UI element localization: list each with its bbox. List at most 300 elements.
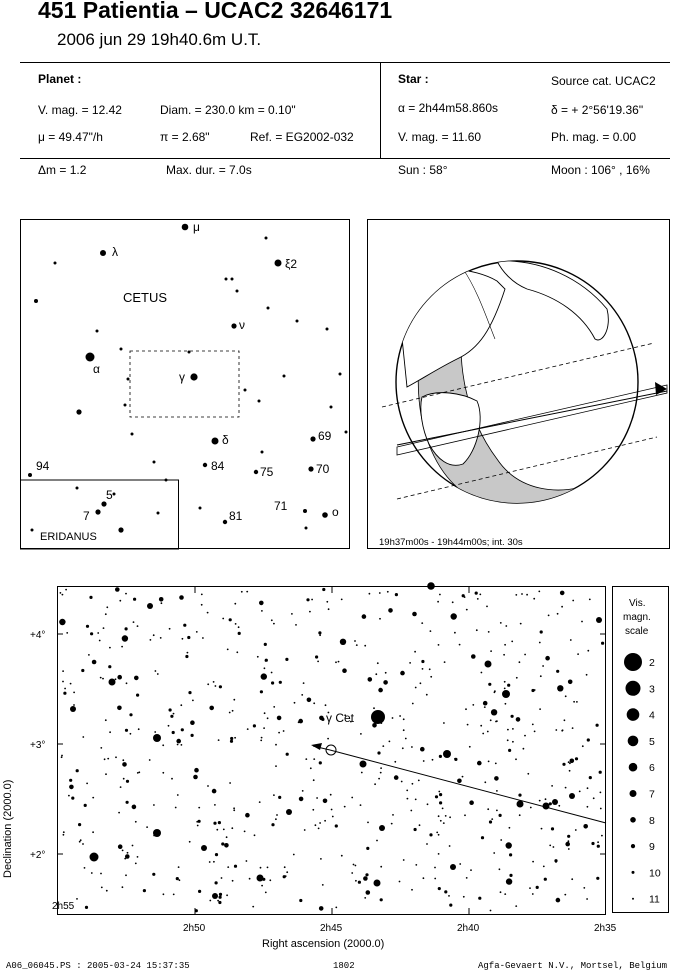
field-star-571 — [573, 701, 575, 703]
field-star-180 — [488, 631, 490, 633]
field-star-214 — [561, 606, 563, 608]
field-star-160 — [493, 852, 495, 854]
field-star-614 — [512, 741, 514, 743]
field-star-382 — [575, 829, 577, 831]
field-star-193 — [508, 749, 511, 752]
field-star-204 — [399, 715, 401, 717]
field-star-231 — [454, 758, 457, 761]
field-star-491 — [213, 681, 215, 683]
field-star-403 — [286, 753, 289, 756]
field-star-276 — [171, 778, 173, 780]
field-star-163 — [264, 712, 266, 714]
finder-star-12 — [303, 509, 307, 513]
field-star-17 — [276, 814, 278, 816]
field-star-434 — [451, 613, 457, 619]
field-star-336 — [487, 731, 489, 733]
planet-diam: Diam. = 230.0 km = 0.10" — [160, 103, 296, 117]
field-star-456 — [322, 588, 325, 591]
bright-star-17 — [379, 825, 385, 831]
field-star-496 — [491, 709, 497, 715]
bright-star-9 — [450, 864, 456, 870]
sun-altitude: Sun : 58° — [398, 163, 448, 177]
field-star-363 — [125, 729, 128, 732]
field-star-40 — [380, 866, 382, 868]
finder-star-13 — [322, 512, 328, 518]
field-star-469 — [179, 879, 181, 881]
field-star-109 — [132, 845, 134, 847]
field-star-110 — [420, 747, 425, 752]
field-star-375 — [215, 881, 218, 884]
field-star-112 — [122, 635, 128, 641]
field-star-303 — [207, 785, 209, 787]
field-star-543 — [130, 733, 132, 735]
field-star-349 — [562, 729, 564, 731]
field-star-593 — [378, 778, 380, 780]
field-star-311 — [471, 654, 476, 659]
field-star-348 — [267, 867, 269, 869]
field-star-91 — [81, 669, 84, 672]
field-star-613 — [439, 793, 442, 796]
field-star-207 — [405, 738, 407, 740]
label-gamma: γ — [179, 370, 185, 384]
field-star-380 — [505, 703, 507, 705]
field-star-92 — [330, 794, 332, 796]
field-star-505 — [129, 713, 132, 716]
field-star-458 — [439, 801, 442, 804]
finder-star-47 — [31, 529, 34, 532]
field-star-12 — [587, 738, 590, 741]
field-star-468 — [507, 729, 509, 731]
field-star-423 — [369, 593, 371, 595]
field-star-471 — [71, 797, 74, 800]
field-star-210 — [466, 609, 468, 611]
field-star-429 — [507, 684, 510, 687]
field-star-464 — [427, 803, 429, 805]
field-star-246 — [115, 756, 117, 758]
field-star-329 — [278, 796, 281, 799]
field-star-282 — [478, 897, 481, 900]
field-star-560 — [411, 889, 413, 891]
field-star-553 — [391, 823, 393, 825]
field-star-42 — [410, 810, 412, 812]
constellation-cetus: CETUS — [123, 290, 168, 305]
field-star-83 — [553, 846, 555, 848]
field-star-213 — [257, 656, 259, 658]
field-star-480 — [309, 611, 311, 613]
delta-mag: Δm = 1.2 — [38, 163, 87, 177]
label-mu: μ — [193, 220, 200, 234]
bright-star-3 — [153, 829, 161, 837]
field-star-472 — [260, 867, 262, 869]
finder-star-4 — [86, 353, 95, 362]
field-star-28 — [551, 785, 553, 787]
field-star-343 — [355, 880, 357, 882]
field-star-387 — [496, 790, 498, 792]
scale-label-5: 5 — [649, 735, 655, 748]
field-star-439 — [354, 640, 356, 642]
field-star-123 — [213, 861, 215, 863]
field-star-69 — [565, 787, 567, 789]
bright-star-11 — [70, 706, 76, 712]
field-star-609 — [86, 625, 89, 628]
field-star-352 — [380, 898, 383, 901]
finder-frame — [21, 220, 350, 549]
field-star-9 — [532, 724, 534, 726]
event-datetime: 2006 jun 29 19h40.6m U.T. — [57, 30, 262, 49]
field-star-130 — [229, 712, 231, 714]
field-star-205 — [544, 878, 547, 881]
table-bottom-rule — [20, 158, 670, 159]
field-star-389 — [436, 832, 438, 834]
field-star-289 — [469, 800, 474, 805]
field-star-200 — [539, 800, 541, 802]
label-81: 81 — [229, 509, 243, 523]
field-star-494 — [261, 885, 263, 887]
finder-star-25 — [267, 307, 270, 310]
field-star-517 — [534, 689, 536, 691]
field-star-339 — [335, 661, 337, 663]
field-star-532 — [534, 731, 536, 733]
field-star-344 — [443, 722, 445, 724]
field-star-21 — [62, 681, 64, 683]
field-star-149 — [516, 677, 518, 679]
field-star-88 — [192, 700, 194, 702]
field-star-426 — [162, 744, 164, 746]
field-star-528 — [475, 592, 478, 595]
finder-star-38 — [157, 512, 160, 515]
field-star-65 — [327, 738, 329, 740]
field-star-248 — [91, 872, 93, 874]
field-star-324 — [507, 739, 509, 741]
field-star-430 — [133, 598, 136, 601]
field-star-519 — [466, 877, 468, 879]
field-star-115 — [591, 842, 594, 845]
bright-star-4 — [109, 679, 116, 686]
finder-star-42 — [96, 330, 99, 333]
field-star-316 — [119, 600, 121, 602]
field-star-16 — [379, 618, 381, 620]
field-star-538 — [463, 896, 465, 898]
bright-star-19 — [201, 845, 207, 851]
field-star-194 — [64, 688, 66, 690]
field-star-15 — [519, 814, 521, 816]
field-star-293 — [244, 831, 246, 833]
field-star-158 — [385, 672, 387, 674]
field-star-361 — [351, 872, 353, 874]
field-star-234 — [326, 601, 328, 603]
field-star-399 — [586, 674, 588, 676]
field-star-369 — [373, 707, 375, 709]
field-star-463 — [438, 834, 440, 836]
field-star-43 — [323, 799, 328, 804]
field-star-271 — [275, 765, 277, 767]
field-star-300 — [586, 898, 588, 900]
finder-star-30 — [345, 431, 348, 434]
field-star-393 — [312, 809, 314, 811]
field-star-215 — [520, 623, 522, 625]
field-star-417 — [68, 795, 70, 797]
field-star-154 — [170, 715, 173, 718]
field-star-111 — [311, 599, 313, 601]
field-star-527 — [435, 795, 438, 798]
footer-file: A06_06045.PS : 2005-03-24 15:37:35 — [6, 961, 190, 971]
field-star-135 — [483, 701, 488, 706]
finder-star-2 — [275, 260, 282, 267]
field-star-598 — [265, 892, 267, 894]
field-star-99 — [564, 719, 566, 721]
field-star-232 — [429, 833, 432, 836]
field-star-47 — [264, 667, 266, 669]
star-phmag: Ph. mag. = 0.00 — [551, 130, 637, 144]
label-xi2: ξ2 — [285, 257, 298, 271]
field-star-222 — [539, 708, 541, 710]
finder-star-1 — [100, 250, 106, 256]
field-star-416 — [82, 843, 84, 845]
field-star-141 — [319, 634, 321, 636]
field-star-94 — [406, 790, 408, 792]
field-star-577 — [569, 770, 571, 772]
field-star-531 — [126, 682, 128, 684]
field-star-562 — [570, 759, 575, 764]
field-star-545 — [187, 636, 190, 639]
occultation-globe — [367, 219, 670, 550]
field-star-223 — [105, 613, 107, 615]
field-star-298 — [545, 798, 547, 800]
field-star-259 — [125, 593, 127, 595]
bright-star-15 — [596, 617, 602, 623]
field-star-504 — [295, 624, 297, 626]
field-star-221 — [477, 761, 482, 766]
field-star-49 — [439, 755, 442, 758]
field-star-167 — [73, 704, 75, 706]
finder-star-40 — [244, 389, 247, 392]
field-star-351 — [261, 610, 263, 612]
scale-dot-11 — [632, 898, 634, 900]
scale-label-11: 11 — [649, 893, 660, 906]
finder-star-10 — [203, 463, 207, 467]
field-star-283 — [409, 662, 411, 664]
field-star-364 — [218, 821, 221, 824]
field-star-551 — [117, 675, 122, 680]
field-star-575 — [540, 630, 543, 633]
field-star-525 — [134, 676, 139, 681]
field-star-441 — [118, 812, 120, 814]
field-star-81 — [575, 757, 578, 760]
field-star-323 — [88, 654, 90, 656]
moon-info: Moon : 106° , 16% — [551, 163, 650, 177]
field-star-251 — [434, 878, 436, 880]
field-star-170 — [286, 871, 288, 873]
field-star-301 — [551, 827, 554, 830]
field-star-554 — [115, 587, 120, 592]
field-star-582 — [85, 906, 88, 909]
field-star-594 — [70, 683, 72, 685]
field-star-153 — [265, 660, 267, 662]
field-star-490 — [62, 594, 64, 596]
field-star-475 — [201, 594, 203, 596]
field-star-226 — [457, 779, 462, 784]
field-star-547 — [84, 867, 86, 869]
field-star-189 — [401, 781, 403, 783]
field-star-228 — [179, 595, 184, 600]
field-star-156 — [438, 887, 441, 890]
field-star-413 — [356, 644, 358, 646]
field-star-548 — [299, 899, 302, 902]
field-star-563 — [218, 901, 221, 904]
field-star-377 — [209, 900, 211, 902]
field-star-406 — [306, 598, 309, 601]
field-star-125 — [442, 808, 444, 810]
field-star-33 — [527, 773, 529, 775]
bright-star-1 — [90, 853, 99, 862]
field-star-607 — [313, 758, 315, 760]
field-star-398 — [538, 591, 540, 593]
field-star-356 — [317, 661, 319, 663]
field-star-68 — [378, 688, 383, 693]
y-tick-4: +4° — [30, 630, 46, 641]
finder-star-45 — [113, 493, 116, 496]
field-star-212 — [107, 758, 109, 760]
table-divider — [380, 62, 381, 158]
field-star-493 — [389, 741, 391, 743]
field-star-337 — [481, 672, 483, 674]
field-star-288 — [80, 839, 82, 841]
field-star-610 — [495, 763, 497, 765]
field-star-174 — [402, 747, 404, 749]
field-star-129 — [479, 594, 481, 596]
field-star-520 — [375, 673, 377, 675]
label-71: 71 — [274, 499, 288, 513]
field-star-107 — [489, 820, 492, 823]
field-star-558 — [273, 706, 275, 708]
field-star-122 — [109, 647, 111, 649]
field-star-67 — [247, 728, 249, 730]
field-star-455 — [434, 867, 436, 869]
field-star-44 — [430, 630, 432, 632]
field-star-254 — [454, 632, 456, 634]
field-star-450 — [283, 875, 286, 878]
field-star-22 — [285, 658, 288, 661]
field-star-388 — [190, 720, 195, 725]
field-star-45 — [175, 807, 177, 809]
bright-star-14 — [485, 661, 492, 668]
field-star-564 — [581, 621, 583, 623]
field-star-255 — [246, 860, 248, 862]
field-star-51 — [318, 631, 321, 634]
field-star-217 — [233, 699, 235, 701]
field-star-13 — [181, 728, 184, 731]
field-star-588 — [213, 822, 216, 825]
field-star-444 — [273, 623, 275, 625]
field-star-341 — [518, 794, 521, 797]
field-star-378 — [104, 758, 106, 760]
x-tick-2h55: 2h55 — [52, 901, 75, 912]
field-star-331 — [101, 887, 103, 889]
field-star-155 — [318, 828, 320, 830]
field-star-161 — [462, 776, 464, 778]
field-star-89 — [328, 608, 330, 610]
field-star-260 — [315, 655, 318, 658]
field-star-30 — [496, 810, 498, 812]
scale-dot-7 — [630, 790, 637, 797]
field-star-266 — [118, 844, 123, 849]
field-star-48 — [122, 762, 127, 767]
field-star-466 — [481, 836, 484, 839]
field-star-502 — [576, 701, 578, 703]
field-star-191 — [198, 890, 201, 893]
field-star-105 — [59, 619, 65, 625]
field-star-392 — [157, 673, 159, 675]
field-star-74 — [219, 896, 222, 899]
field-star-60 — [197, 825, 199, 827]
field-star-100 — [587, 806, 589, 808]
field-star-24 — [392, 814, 394, 816]
field-star-370 — [319, 716, 324, 721]
field-star-412 — [79, 841, 81, 843]
field-star-619 — [536, 886, 539, 889]
bright-star-20 — [517, 801, 524, 808]
field-star-185 — [601, 835, 603, 837]
field-star-534 — [230, 737, 233, 740]
field-star-372 — [154, 731, 156, 733]
field-star-404 — [226, 836, 228, 838]
field-star-536 — [421, 622, 423, 624]
field-star-124 — [322, 884, 324, 886]
field-star-513 — [90, 632, 93, 635]
field-star-147 — [126, 780, 129, 783]
field-star-555 — [515, 758, 517, 760]
field-star-320 — [92, 797, 94, 799]
field-star-524 — [153, 634, 155, 636]
field-star-59 — [193, 775, 198, 780]
field-star-144 — [582, 745, 584, 747]
field-star-145 — [293, 854, 295, 856]
field-star-41 — [62, 670, 64, 672]
field-star-268 — [221, 877, 223, 879]
field-star-579 — [325, 704, 327, 706]
field-star-169 — [589, 776, 592, 779]
field-star-567 — [127, 852, 129, 854]
finder-star-19 — [54, 262, 57, 265]
field-star-518 — [472, 704, 474, 706]
field-star-330 — [380, 767, 382, 769]
field-star-23 — [319, 761, 322, 764]
field-star-595 — [219, 685, 222, 688]
field-star-503 — [421, 660, 424, 663]
scale-dot-2 — [624, 653, 642, 671]
field-star-549 — [135, 821, 137, 823]
field-star-139 — [76, 769, 79, 772]
field-star-35 — [191, 734, 194, 737]
field-star-589 — [310, 767, 312, 769]
field-star-202 — [443, 822, 445, 824]
field-star-327 — [188, 691, 191, 694]
field-star-497 — [63, 834, 65, 836]
finder-star-9 — [254, 470, 258, 474]
field-star-101 — [432, 759, 434, 761]
field-star-196 — [153, 804, 155, 806]
field-star-473 — [219, 893, 222, 896]
field-star-615 — [377, 662, 379, 664]
star-ra: α = 2h44m58.860s — [398, 101, 499, 115]
finder-star-41 — [188, 351, 191, 354]
field-star-580 — [198, 807, 200, 809]
field-star-53 — [271, 619, 273, 621]
field-star-365 — [86, 783, 88, 785]
field-star-206 — [340, 639, 346, 645]
field-star-529 — [596, 724, 599, 727]
field-star-313 — [500, 891, 502, 893]
